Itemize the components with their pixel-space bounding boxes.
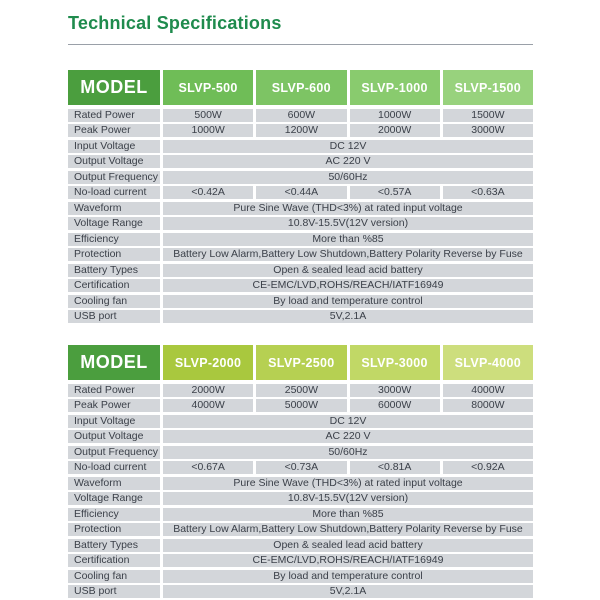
spec-span-value-cell: Pure Sine Wave (THD<3%) at rated input voltage [163,477,533,490]
spec-value-cell: <0.73A [256,461,346,474]
page-title: Technical Specifications [68,13,282,33]
spec-span-value-cell: More than %85 [163,233,533,246]
spec-label-cell: Certification [68,554,160,567]
spec-span-value-cell: 5V,2.1A [163,310,533,323]
spec-row [68,155,533,168]
spec-row [68,523,533,536]
spec-value-cell: 1000W [163,124,253,137]
spec-label-cell: Certification [68,279,160,292]
spec-row [68,217,533,230]
spec-span-value-cell: 10.8V-15.5V(12V version) [163,492,533,505]
spec-row [68,295,533,308]
spec-label-cell: Battery Types [68,539,160,552]
spec-label-cell: Waveform [68,477,160,490]
spec-value-cell: <0.42A [163,186,253,199]
spec-value-cell: <0.67A [163,461,253,474]
spec-row [68,140,533,153]
spec-value-cell: 2500W [256,384,346,397]
model-column-header: SLVP-3000 [350,345,440,380]
spec-label-cell: Input Voltage [68,140,160,153]
spec-span-value-cell: DC 12V [163,140,533,153]
spec-value-cell: 1500W [443,109,533,122]
spec-span-value-cell: By load and temperature control [163,570,533,583]
spec-label-cell: Waveform [68,202,160,215]
spec-table-slvp-2000-4000 [68,345,533,600]
spec-table-slvp-500-1500 [68,70,533,326]
spec-span-value-cell: 10.8V-15.5V(12V version) [163,217,533,230]
spec-span-value-cell: CE-EMC/LVD,ROHS/REACH/IATF16949 [163,279,533,292]
spec-span-value-cell: Open & sealed lead acid battery [163,539,533,552]
spec-span-value-cell: Battery Low Alarm,Battery Low Shutdown,Battery Polarity Reverse by Fuse [163,523,533,536]
spec-span-value-cell: AC 220 V [163,430,533,443]
spec-value-cell: 8000W [443,399,533,412]
model-column-header: SLVP-600 [256,70,346,105]
spec-value-cell: 3000W [443,124,533,137]
spec-label-cell: Peak Power [68,124,160,137]
spec-row [68,415,533,428]
spec-span-value-cell: Open & sealed lead acid battery [163,264,533,277]
spec-label-cell: Protection [68,523,160,536]
model-header-cell: MODEL [68,345,160,380]
spec-span-value-cell: Pure Sine Wave (THD<3%) at rated input voltage [163,202,533,215]
model-column-header: SLVP-2500 [256,345,346,380]
spec-span-value-cell: AC 220 V [163,155,533,168]
spec-value-cell: 2000W [350,124,440,137]
spec-row [68,202,533,215]
spec-row [68,446,533,459]
spec-span-value-cell: CE-EMC/LVD,ROHS/REACH/IATF16949 [163,554,533,567]
spec-row [68,570,533,583]
spec-label-cell: Output Frequency [68,446,160,459]
title-underline [68,44,533,45]
spec-span-value-cell: 50/60Hz [163,171,533,184]
spec-label-cell: Efficiency [68,508,160,521]
spec-value-cell: <0.63A [443,186,533,199]
spec-label-cell: No-load current [68,461,160,474]
spec-row [68,384,533,397]
spec-span-value-cell: More than %85 [163,508,533,521]
spec-span-value-cell: 50/60Hz [163,446,533,459]
spec-value-cell: 4000W [443,384,533,397]
spec-value-cell: 600W [256,109,346,122]
spec-value-cell: <0.92A [443,461,533,474]
spec-label-cell: USB port [68,310,160,323]
spec-value-cell: 500W [163,109,253,122]
spec-label-cell: Battery Types [68,264,160,277]
spec-label-cell: Cooling fan [68,570,160,583]
spec-value-cell: <0.81A [350,461,440,474]
spec-row [68,233,533,246]
spec-label-cell: Voltage Range [68,492,160,505]
spec-value-cell: 1200W [256,124,346,137]
spec-value-cell: 1000W [350,109,440,122]
spec-row [68,124,533,137]
model-column-header: SLVP-1500 [443,70,533,105]
spec-label-cell: Voltage Range [68,217,160,230]
spec-row [68,508,533,521]
spec-value-cell: 2000W [163,384,253,397]
spec-row [68,109,533,122]
spec-row [68,279,533,292]
spec-row [68,554,533,567]
spec-label-cell: Output Voltage [68,155,160,168]
spec-value-cell: 3000W [350,384,440,397]
spec-value-cell: 6000W [350,399,440,412]
spec-row [68,248,533,261]
model-column-header: SLVP-2000 [163,345,253,380]
spec-label-cell: Cooling fan [68,295,160,308]
model-header-cell: MODEL [68,70,160,105]
spec-label-cell: Output Voltage [68,430,160,443]
spec-row [68,171,533,184]
spec-label-cell: No-load current [68,186,160,199]
spec-span-value-cell: Battery Low Alarm,Battery Low Shutdown,Battery Polarity Reverse by Fuse [163,248,533,261]
model-column-header: SLVP-4000 [443,345,533,380]
spec-row [68,585,533,598]
spec-span-value-cell: 5V,2.1A [163,585,533,598]
spec-value-cell: <0.44A [256,186,346,199]
spec-row [68,264,533,277]
model-column-header: SLVP-500 [163,70,253,105]
spec-row [68,492,533,505]
spec-row [68,430,533,443]
spec-row [68,461,533,474]
spec-label-cell: Rated Power [68,109,160,122]
spec-label-cell: Peak Power [68,399,160,412]
spec-label-cell: USB port [68,585,160,598]
spec-label-cell: Input Voltage [68,415,160,428]
spec-value-cell: <0.57A [350,186,440,199]
spec-label-cell: Efficiency [68,233,160,246]
spec-value-cell: 5000W [256,399,346,412]
spec-row [68,539,533,552]
spec-span-value-cell: DC 12V [163,415,533,428]
spec-value-cell: 4000W [163,399,253,412]
spec-span-value-cell: By load and temperature control [163,295,533,308]
spec-label-cell: Protection [68,248,160,261]
spec-row [68,310,533,323]
spec-row [68,399,533,412]
spec-label-cell: Rated Power [68,384,160,397]
table-header-row [68,70,533,105]
spec-row [68,186,533,199]
spec-row [68,477,533,490]
model-column-header: SLVP-1000 [350,70,440,105]
spec-label-cell: Output Frequency [68,171,160,184]
table-header-row [68,345,533,380]
